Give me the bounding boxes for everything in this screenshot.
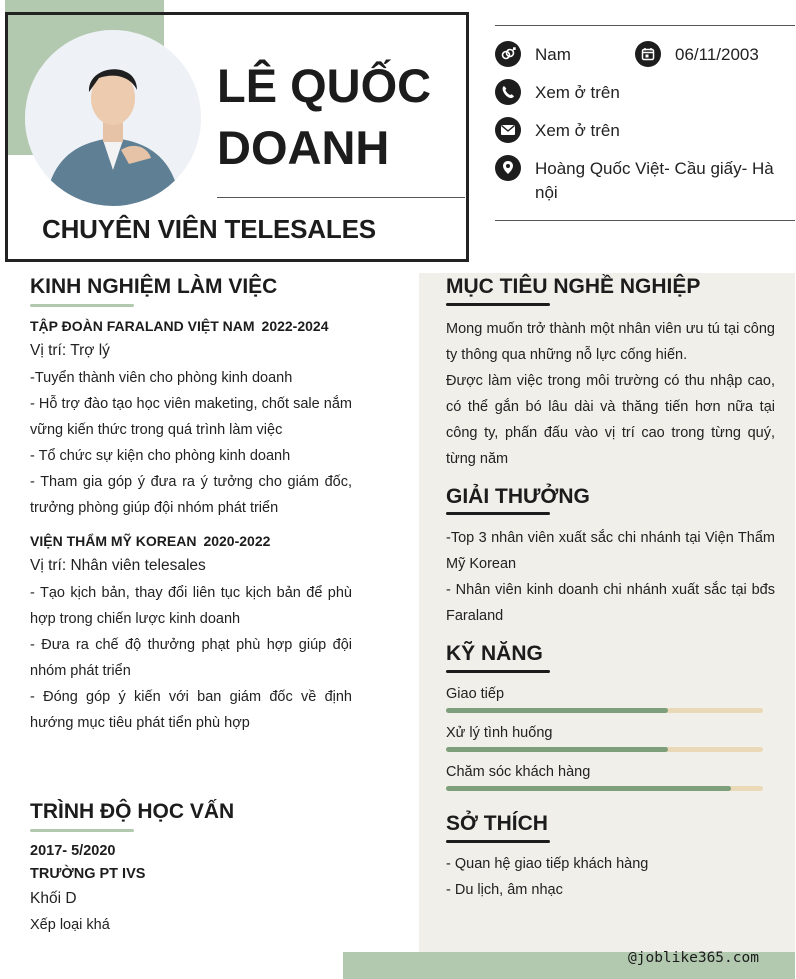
skill-bar	[446, 786, 763, 791]
skill-bar	[446, 747, 763, 752]
job-1-duty: - Tham gia góp ý đưa ra ý tưởng cho giám đốc, trưởng phòng giúp đội nhóm phát triển	[30, 474, 352, 516]
job-1-duty: - Tổ chức sự kiện cho phòng kinh doanh	[30, 448, 291, 464]
hobby-item: - Du lịch, âm nhạc	[446, 882, 563, 898]
awards-list	[446, 525, 775, 629]
education-school: TRƯỜNG PT IVS	[30, 866, 146, 882]
skill-bar	[446, 708, 763, 713]
hobbies-title: SỞ THÍCH	[446, 812, 548, 835]
location-icon	[495, 155, 521, 181]
name-line-2: DOANH	[217, 121, 390, 174]
profile-photo	[25, 30, 201, 206]
candidate-name	[217, 55, 431, 179]
name-divider	[217, 197, 465, 198]
education-stream: Khối D	[30, 890, 77, 907]
address-value	[535, 157, 774, 205]
gender-value: Nam	[535, 45, 571, 64]
dob-value: 06/11/2003	[675, 45, 759, 64]
job-2-years: 2020-2022	[203, 533, 271, 549]
education-grade: Xếp loại khá	[30, 917, 110, 933]
job-2-duties	[30, 580, 352, 736]
address-line-1: Hoàng Quốc Việt- Cầu giấy- Hà	[535, 159, 774, 178]
award-item: - Nhân viên kinh doanh chi nhánh xuất sắc tại bđs Faraland	[446, 582, 775, 624]
job-2-header	[30, 533, 270, 549]
job-1-position: Vị trí: Trợ lý	[30, 342, 110, 359]
experience-title: KINH NGHIỆM LÀM VIỆC	[30, 275, 278, 298]
job-title: CHUYÊN VIÊN TELESALES	[42, 214, 376, 244]
job-1-years: 2022-2024	[261, 318, 329, 334]
skill-bar-fill	[446, 747, 668, 752]
mail-icon	[495, 117, 521, 143]
awards-underline	[446, 512, 550, 515]
skills-title: KỸ NĂNG	[446, 642, 543, 665]
gender-icon	[495, 41, 521, 67]
job-1-duties	[30, 365, 352, 521]
job-2-duty: - Tạo kịch bản, thay đổi liên tục kịch bản để phù hợp trong chiến lược kinh doanh	[30, 585, 352, 627]
job-1-duty: - Hỗ trợ đào tạo học viên maketing, chốt sale nắm vững kiến thức trong quá trình làm việc	[30, 396, 352, 438]
job-2-company: VIỆN THẨM MỸ KOREAN	[30, 533, 197, 549]
skill-label: Xử lý tình huống	[446, 725, 553, 741]
job-1-header	[30, 318, 328, 334]
hobby-item: - Quan hệ giao tiếp khách hàng	[446, 856, 649, 872]
objective-paragraph-2: Được làm việc trong môi trường có thu nhập cao, có thể gắn bó lâu dài và thăng tiến hơn nữa tại công ty, phấn đấu vào vị trí cao trong từng quý, từng năm	[446, 373, 775, 467]
education-underline	[30, 829, 134, 832]
email-value: Xem ở trên	[535, 121, 620, 140]
objective-paragraph-1: Mong muốn trở thành một nhân viên ưu tú tại công ty thông qua những nỗ lực cống hiến.	[446, 321, 775, 363]
objective-underline	[446, 303, 550, 306]
skill-bar-fill	[446, 708, 668, 713]
name-line-1: LÊ QUỐC	[217, 59, 432, 112]
job-2-position: Vị trí: Nhân viên telesales	[30, 557, 206, 574]
award-item: -Top 3 nhân viên xuất sắc chi nhánh tại Viện Thẩm Mỹ Korean	[446, 530, 775, 572]
skill-bar-fill	[446, 786, 731, 791]
contact-bottom-divider	[495, 220, 795, 221]
footer-credit: @joblike365.com	[628, 950, 759, 966]
skill-label: Giao tiếp	[446, 686, 505, 702]
job-1-company: TẬP ĐOÀN FARALAND VIỆT NAM	[30, 318, 255, 334]
education-period: 2017- 5/2020	[30, 843, 116, 859]
education-title: TRÌNH ĐỘ HỌC VẤN	[30, 800, 235, 823]
contact-top-divider	[495, 25, 795, 26]
address-line-2: nội	[535, 183, 558, 202]
phone-value: Xem ở trên	[535, 83, 620, 102]
phone-icon	[495, 79, 521, 105]
calendar-icon	[635, 41, 661, 67]
objective-title: MỤC TIÊU NGHỀ NGHIỆP	[446, 275, 701, 298]
objective-text	[446, 316, 775, 472]
hobbies-underline	[446, 840, 550, 843]
awards-title: GIẢI THƯỞNG	[446, 485, 590, 508]
job-2-duty: - Đóng góp ý kiến với ban giám đốc về định hướng mục tiêu phát tiển phù hợp	[30, 689, 352, 731]
job-1-duty: -Tuyển thành viên cho phòng kinh doanh	[30, 370, 293, 386]
skills-underline	[446, 670, 550, 673]
job-2-duty: - Đưa ra chế độ thưởng phạt phù hợp giúp đội nhóm phát triển	[30, 637, 352, 679]
experience-underline	[30, 304, 134, 307]
skill-label: Chăm sóc khách hàng	[446, 764, 591, 780]
